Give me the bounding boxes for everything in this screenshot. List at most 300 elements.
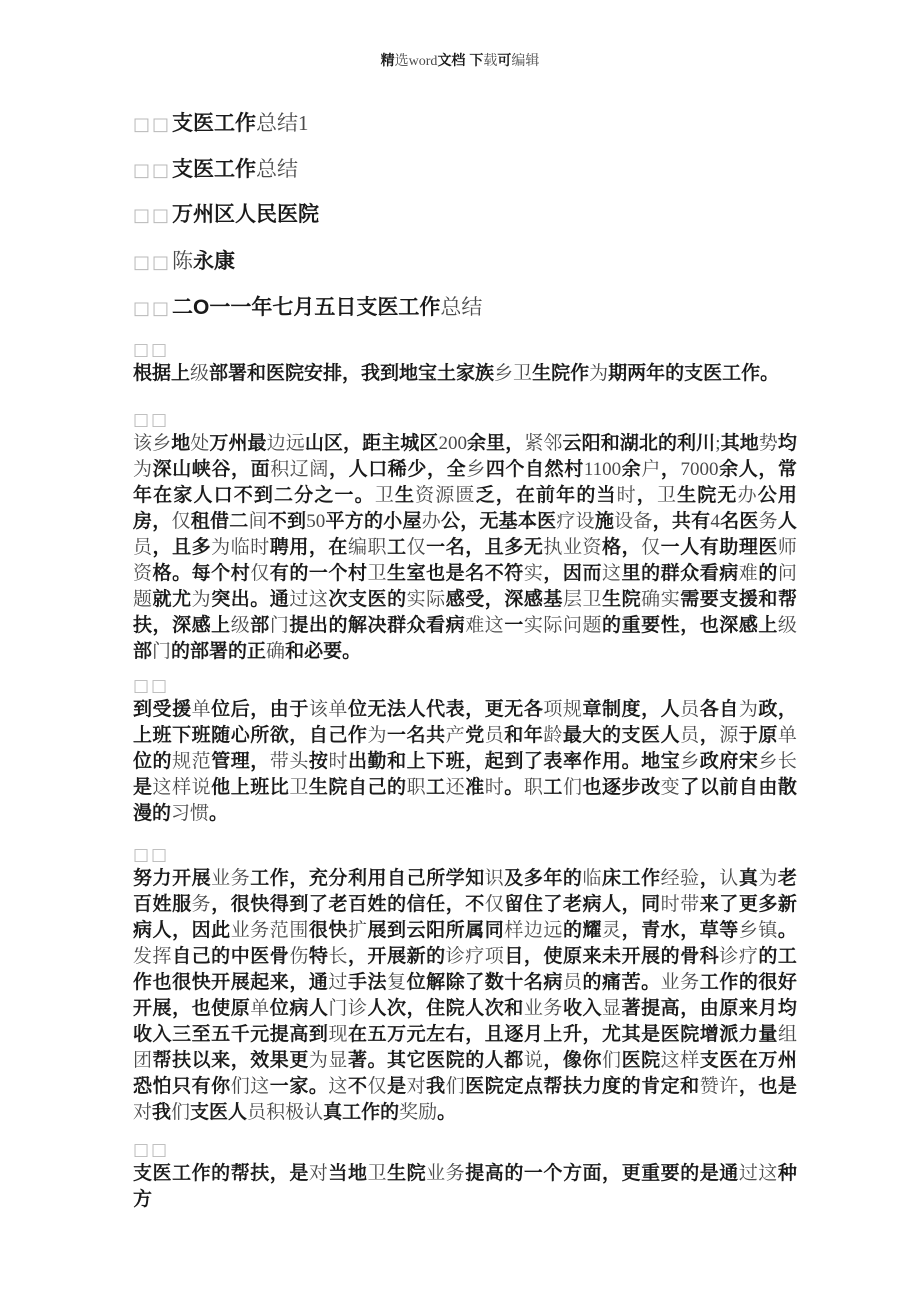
- light-glyph-run: 诊疗项: [445, 946, 505, 967]
- bold-glyph-run: 位后，由于: [211, 699, 309, 720]
- bold-glyph-run: 租借二: [190, 511, 249, 532]
- light-glyph-run: ;: [715, 433, 721, 454]
- light-glyph-run: 员: [484, 725, 505, 746]
- bold-glyph-run: 名医: [719, 511, 759, 532]
- light-glyph-run: 职: [406, 777, 427, 798]
- bold-glyph-run: ，也是: [738, 1076, 797, 1097]
- light-glyph-run: 源: [719, 725, 739, 746]
- bold-glyph-run: 收入: [562, 998, 603, 1019]
- bold-glyph-run: ，: [699, 868, 720, 889]
- light-glyph-run: 为: [738, 699, 759, 720]
- bold-glyph-run: 山区，距主城区: [304, 433, 439, 454]
- light-glyph-run: 仅: [641, 537, 661, 558]
- bold-glyph-run: ，开展新的: [347, 946, 446, 967]
- light-glyph-run: 复: [387, 972, 407, 993]
- bold-glyph-run: ，: [636, 485, 657, 506]
- bold-glyph-run: 公用房，: [133, 485, 797, 532]
- light-glyph-run: 组团: [133, 1024, 797, 1071]
- heading-line-2: [133, 157, 298, 183]
- bold-glyph-run: 工作的很好开展，也使原: [133, 972, 797, 1019]
- heading-text: [172, 158, 298, 181]
- bold-glyph-run: 根据上: [133, 363, 191, 384]
- bold-glyph-run: 次支医的: [328, 589, 407, 610]
- bold-glyph-run: 展到云阳所属同: [367, 920, 505, 941]
- light-glyph-run: 仅: [484, 894, 505, 915]
- bold-glyph-run: 可: [497, 52, 512, 68]
- bold-glyph-run: 人次，住院人次和: [367, 998, 524, 1019]
- light-glyph-run: 带头: [269, 751, 309, 772]
- light-glyph-run: 仅: [171, 511, 191, 532]
- light-glyph-run: 仅: [406, 537, 427, 558]
- bold-glyph-run: 一: [504, 615, 524, 636]
- bold-glyph-run: 真工作的: [323, 1102, 400, 1123]
- light-glyph-run: 过这: [289, 589, 329, 610]
- light-glyph-run: 认: [719, 868, 739, 889]
- bold-glyph-run: 了以前自由散漫的: [133, 777, 797, 824]
- light-glyph-run: 项规: [543, 699, 583, 720]
- bold-glyph-run: 云阳和湖北的利川: [562, 433, 716, 454]
- light-glyph-run: 级: [230, 615, 251, 636]
- light-glyph-run: 总结: [256, 111, 299, 135]
- bold-glyph-run: 部: [133, 641, 153, 662]
- light-glyph-run: 伤: [289, 946, 309, 967]
- light-glyph-run: 业务范围: [230, 920, 309, 941]
- bold-glyph-run: 部署和医院安排，我到地宝土家族: [209, 363, 495, 384]
- light-glyph-run: 为显: [308, 1050, 348, 1071]
- bold-glyph-run: 平方的小屋: [325, 511, 422, 532]
- body-paragraph-2: [133, 410, 797, 665]
- light-glyph-run: 业务: [523, 998, 563, 1019]
- paragraph-marker: □□: [133, 298, 172, 319]
- paragraph-marker: □□: [133, 1140, 170, 1160]
- light-glyph-run: 载: [483, 54, 498, 69]
- light-glyph-run: 识: [484, 868, 505, 889]
- light-glyph-run: 级: [777, 615, 797, 636]
- light-glyph-run: 过: [328, 972, 348, 993]
- light-glyph-run: 50: [306, 511, 326, 532]
- light-glyph-run: 办: [421, 511, 441, 532]
- light-glyph-run: 编辑: [511, 54, 540, 69]
- body-paragraph-1: [133, 340, 797, 387]
- light-glyph-run: 龄: [543, 725, 563, 746]
- bold-glyph-run: 来了更多新病人，因此: [133, 894, 797, 941]
- bold-glyph-run: 党: [465, 725, 485, 746]
- light-glyph-run: 习惯: [171, 803, 210, 824]
- light-glyph-run: 总结: [256, 157, 299, 181]
- bold-glyph-run: 里的群众看病: [621, 563, 739, 584]
- bold-glyph-run: 政府宋: [699, 751, 759, 772]
- light-glyph-run: 卫: [289, 777, 309, 798]
- bold-glyph-run: 不: [347, 1076, 368, 1097]
- light-glyph-run: 紧邻: [524, 433, 563, 454]
- light-glyph-run: 这: [328, 1076, 348, 1097]
- bold-glyph-run: 。: [777, 920, 797, 941]
- light-glyph-run: 级: [190, 363, 210, 384]
- light-glyph-run: 难这: [465, 615, 505, 636]
- bold-glyph-run: ，人口稀少，全: [329, 459, 467, 480]
- bold-glyph-run: 一名共: [387, 725, 446, 746]
- light-glyph-run: 门: [269, 615, 290, 636]
- light-glyph-run: 现: [328, 1024, 348, 1045]
- bold-glyph-run: 的工作也很快开展起来，通: [133, 946, 797, 993]
- bold-glyph-run: 及多年的: [504, 868, 583, 889]
- paragraph-text: [133, 866, 797, 1126]
- light-glyph-run: 乡镇: [738, 920, 778, 941]
- bold-glyph-run: 工: [426, 777, 446, 798]
- bold-glyph-run: 生院: [387, 1163, 427, 1184]
- light-glyph-run: 总结: [440, 295, 483, 319]
- bold-glyph-run: 和年: [504, 725, 544, 746]
- bold-glyph-run: 格。每个村: [152, 563, 251, 584]
- bold-glyph-run: 聘用，在: [269, 537, 348, 558]
- bold-glyph-run: 。: [209, 803, 229, 824]
- light-glyph-run: 们这: [230, 1076, 270, 1097]
- bold-glyph-run: 四个自然村: [485, 459, 584, 480]
- heading-text: [172, 112, 309, 135]
- light-glyph-run: 对: [308, 1163, 329, 1184]
- bold-glyph-run: 的痛苦。: [582, 972, 661, 993]
- bold-glyph-run: 他上班比: [211, 777, 290, 798]
- bold-glyph-run: 万州最: [209, 433, 267, 454]
- light-glyph-run: 执业资: [543, 537, 603, 558]
- heading-line-1: [133, 111, 309, 137]
- light-glyph-run: 这: [602, 563, 622, 584]
- heading-line-4: [133, 249, 235, 275]
- bold-glyph-run: 二O一一年七月五日支医工作: [172, 296, 441, 319]
- light-glyph-run: 单: [191, 699, 212, 720]
- bold-glyph-run: 医院: [621, 1050, 661, 1071]
- bold-glyph-run: 支医工作: [172, 158, 257, 181]
- light-glyph-run: 设备: [614, 511, 653, 532]
- paragraph-marker: □□: [133, 114, 172, 135]
- bold-glyph-run: 支医工作: [172, 112, 257, 135]
- light-glyph-run: 为: [367, 725, 388, 746]
- heading-text: [172, 203, 319, 226]
- bold-glyph-run: 有的一个村: [269, 563, 368, 584]
- bold-glyph-run: 也逐步改: [582, 777, 661, 798]
- light-glyph-run: 陈: [172, 249, 194, 273]
- bold-glyph-run: 各自: [699, 699, 739, 720]
- light-glyph-run: 单: [250, 998, 270, 1019]
- light-glyph-run: 员: [133, 537, 153, 558]
- light-glyph-run: 为: [589, 363, 609, 384]
- bold-glyph-run: 种方: [133, 1163, 797, 1210]
- bold-glyph-run: 床工作: [602, 868, 661, 889]
- light-glyph-run: 层卫: [562, 589, 603, 610]
- bold-glyph-run: 文档 下: [437, 52, 484, 68]
- bold-glyph-run: 其地: [720, 433, 759, 454]
- bold-glyph-run: 我: [152, 1102, 172, 1123]
- light-glyph-run: 确实: [641, 589, 681, 610]
- paragraph-marker: □□: [133, 845, 170, 865]
- light-glyph-run: 选: [394, 54, 409, 69]
- light-glyph-run: 确: [266, 641, 286, 662]
- light-glyph-run: 奖励: [399, 1102, 438, 1123]
- light-glyph-run: 实: [523, 563, 544, 584]
- light-glyph-run: 资源匮: [415, 485, 476, 506]
- bold-glyph-run: 和必要。: [285, 641, 362, 662]
- bold-glyph-run: 就尤: [152, 589, 192, 610]
- light-glyph-run: word: [408, 54, 438, 69]
- light-glyph-run: 时: [328, 751, 348, 772]
- bold-glyph-run: 乏，在前年的当: [475, 485, 617, 506]
- bold-glyph-run: 目，使原来未开展的骨科: [504, 946, 720, 967]
- light-glyph-run: 变: [660, 777, 681, 798]
- bold-glyph-run: ，很快得到了老百姓的信任，不: [211, 894, 485, 915]
- light-glyph-run: 赞许: [699, 1076, 739, 1097]
- light-glyph-run: 间: [248, 511, 268, 532]
- bold-glyph-run: 生室也是名不符: [387, 563, 524, 584]
- light-glyph-run: 仅: [250, 563, 270, 584]
- light-glyph-run: 产: [445, 725, 466, 746]
- bold-glyph-run: ，且多: [152, 537, 212, 558]
- light-glyph-run: 师资: [133, 537, 797, 584]
- paragraph-text: [133, 361, 797, 387]
- light-glyph-run: 发挥: [133, 946, 173, 967]
- bold-glyph-run: 管理，: [211, 751, 270, 772]
- bold-glyph-run: 永康: [193, 250, 236, 273]
- bold-glyph-run: 著。其它医院的人都: [347, 1050, 524, 1071]
- light-glyph-run: 时: [616, 485, 637, 506]
- light-glyph-run: 业务: [211, 868, 251, 889]
- bold-glyph-run: 位解除了数十名病: [406, 972, 563, 993]
- bold-glyph-run: ，共有: [652, 511, 711, 532]
- light-glyph-run: 单: [777, 725, 797, 746]
- bold-glyph-run: 著提高，由原来月均收入三至五千元提高到: [133, 998, 797, 1045]
- light-glyph-run: 员: [562, 972, 583, 993]
- light-glyph-run: 职: [523, 777, 544, 798]
- bold-glyph-run: 在五万元左右，且逐月上升，尤其是医院增派力量: [347, 1024, 778, 1045]
- body-paragraph-3: [133, 676, 797, 827]
- bold-glyph-run: 施: [594, 511, 615, 532]
- light-glyph-run: 说: [523, 1050, 544, 1071]
- bold-glyph-run: 余里，: [466, 433, 525, 454]
- bold-glyph-run: 特: [308, 946, 329, 967]
- light-glyph-run: 为: [758, 868, 778, 889]
- bold-glyph-run: 医院定点帮扶力度的肯定和: [465, 1076, 700, 1097]
- light-glyph-run: 门诊: [328, 998, 368, 1019]
- light-glyph-run: 卫: [367, 563, 388, 584]
- bold-glyph-run: 均: [777, 433, 797, 454]
- paragraph-marker: □□: [133, 676, 170, 696]
- bold-glyph-run: 位病人: [269, 998, 329, 1019]
- light-glyph-run: 1: [298, 111, 309, 135]
- bold-glyph-run: 提高的一个方面，更重要的是通: [465, 1163, 739, 1184]
- bold-glyph-run: 是: [387, 1076, 407, 1097]
- bold-glyph-run: ，青水，草等: [621, 920, 739, 941]
- bold-glyph-run: ，因而: [543, 563, 602, 584]
- bold-glyph-run: 支医人: [190, 1102, 248, 1123]
- bold-glyph-run: 工: [387, 537, 407, 558]
- bold-glyph-run: 人: [777, 511, 797, 532]
- paragraph-text: [133, 431, 797, 665]
- bold-glyph-run: 工: [543, 777, 563, 798]
- light-glyph-run: 乡: [466, 459, 486, 480]
- light-glyph-run: 这样说: [152, 777, 212, 798]
- light-glyph-run: 业务: [660, 972, 700, 993]
- heading-text: [172, 250, 235, 273]
- bold-glyph-run: 工作，充分利用自己所学知: [250, 868, 485, 889]
- bold-glyph-run: 按: [308, 751, 329, 772]
- light-glyph-run: 乡: [680, 751, 700, 772]
- light-glyph-run: 扩: [347, 920, 368, 941]
- light-glyph-run: 灵: [602, 920, 622, 941]
- light-glyph-run: 们: [445, 1076, 466, 1097]
- bold-glyph-run: 很快: [308, 920, 348, 941]
- light-glyph-run: 时带: [660, 894, 700, 915]
- paragraph-marker: □□: [133, 340, 170, 360]
- light-glyph-run: 处: [190, 433, 210, 454]
- paragraph-marker: □□: [133, 205, 172, 226]
- light-glyph-run: 势: [758, 433, 778, 454]
- light-glyph-run: 乡长: [758, 751, 797, 772]
- bold-glyph-run: 精: [380, 52, 395, 68]
- light-glyph-run: 卫: [374, 485, 395, 506]
- light-glyph-run: 仅: [367, 1076, 388, 1097]
- light-glyph-run: 对: [133, 1102, 153, 1123]
- bold-glyph-run: 出勤和上下班，起到了表率作用。地宝: [348, 751, 681, 772]
- bold-glyph-run: 老百姓服: [133, 868, 797, 915]
- bold-glyph-run: 生院自己的: [308, 777, 407, 798]
- heading-line-3: [133, 203, 319, 228]
- light-glyph-run: 员: [680, 699, 700, 720]
- bold-glyph-run: 部: [250, 615, 270, 636]
- light-glyph-run: 为: [191, 589, 212, 610]
- light-glyph-run: 门: [152, 641, 172, 662]
- bold-glyph-run: 是: [133, 777, 153, 798]
- light-glyph-run: 对: [406, 1076, 427, 1097]
- bold-glyph-run: 的重要性，也深感上: [602, 615, 778, 636]
- bold-glyph-run: 公，无基本医: [440, 511, 557, 532]
- bold-glyph-run: 手法: [347, 972, 388, 993]
- light-glyph-run: 为临时: [211, 537, 270, 558]
- document-body: [133, 0, 797, 1302]
- body-paragraph-5: [133, 1140, 797, 1213]
- bold-glyph-run: 政，上班下班随心所欲，自己作: [133, 699, 797, 746]
- light-glyph-run: 临: [582, 868, 603, 889]
- bold-glyph-run: 位无法人代表，更无各: [347, 699, 544, 720]
- light-glyph-run: 实际: [406, 589, 446, 610]
- bold-glyph-run: 生院: [602, 589, 642, 610]
- light-glyph-run: 卫: [656, 485, 678, 506]
- bold-glyph-run: 深山峡谷，面: [152, 459, 271, 480]
- light-glyph-run: 积辽阔: [270, 459, 329, 480]
- bold-glyph-run: 提出的解决群众看病: [289, 615, 466, 636]
- light-glyph-run: 疗设: [556, 511, 595, 532]
- light-glyph-run: 难: [738, 563, 759, 584]
- bold-glyph-run: ，像你: [543, 1050, 603, 1071]
- light-glyph-run: 卫: [367, 1163, 388, 1184]
- bold-glyph-run: 留住了老病人，同: [504, 894, 661, 915]
- bold-glyph-run: 位的: [133, 751, 173, 772]
- light-glyph-run: 显: [602, 998, 622, 1019]
- light-glyph-run: 员积极认: [247, 1102, 324, 1123]
- bold-glyph-run: 生院无: [677, 485, 738, 506]
- light-glyph-run: 办: [737, 485, 758, 506]
- light-glyph-run: 户: [641, 459, 661, 480]
- light-glyph-run: 该乡: [133, 433, 172, 454]
- light-glyph-run: 该单: [308, 699, 348, 720]
- bold-glyph-run: ，: [660, 459, 681, 480]
- bold-glyph-run: 帮扶以来，效果更: [152, 1050, 309, 1071]
- bold-glyph-run: 一人有助理医: [660, 537, 778, 558]
- paragraph-marker: □□: [133, 252, 172, 273]
- bold-glyph-run: 生: [394, 485, 416, 506]
- light-glyph-run: 过这: [738, 1163, 778, 1184]
- light-glyph-run: 务: [758, 511, 778, 532]
- body-paragraph-4: [133, 845, 797, 1126]
- heading-text: [172, 296, 482, 319]
- light-glyph-run: 规范: [172, 751, 212, 772]
- bold-glyph-run: 地: [171, 433, 191, 454]
- light-glyph-run: 还: [445, 777, 466, 798]
- light-glyph-run: 7000: [680, 459, 719, 480]
- bold-glyph-run: 我: [426, 1076, 446, 1097]
- bold-glyph-run: 余: [621, 459, 642, 480]
- heading-line-5: [133, 295, 482, 321]
- bold-glyph-run: 不到: [267, 511, 307, 532]
- bold-glyph-run: 的耀: [562, 920, 603, 941]
- light-glyph-run: 样边远: [504, 920, 563, 941]
- light-glyph-run: 乡卫: [494, 363, 533, 384]
- bold-glyph-run: 支医工作的帮扶，是: [133, 1163, 309, 1184]
- paragraph-text: [133, 1161, 797, 1213]
- bold-glyph-run: 自己的中医骨: [172, 946, 290, 967]
- light-glyph-run: 实际问题: [523, 615, 603, 636]
- light-glyph-run: 员: [680, 725, 700, 746]
- bold-glyph-run: 于原: [738, 725, 778, 746]
- paragraph-marker: □□: [133, 410, 170, 430]
- light-glyph-run: 经验: [660, 868, 700, 889]
- bold-glyph-run: 真: [738, 868, 759, 889]
- light-glyph-run: 这样: [660, 1050, 700, 1071]
- bold-glyph-run: 努力开展: [133, 868, 212, 889]
- light-glyph-run: 时: [484, 777, 505, 798]
- bold-glyph-run: 生院作: [532, 363, 590, 384]
- light-glyph-run: 务: [191, 894, 212, 915]
- bold-glyph-run: 格，: [602, 537, 642, 558]
- bold-glyph-run: 。: [437, 1102, 457, 1123]
- bold-glyph-run: 到受援: [133, 699, 192, 720]
- bold-glyph-run: 的: [758, 563, 778, 584]
- light-glyph-run: 业务: [426, 1163, 466, 1184]
- bold-glyph-run: 当地: [328, 1163, 368, 1184]
- light-glyph-run: 1100: [583, 459, 622, 480]
- bold-glyph-run: ，: [699, 725, 720, 746]
- light-glyph-run: 诊疗: [719, 946, 759, 967]
- bold-glyph-run: 。: [504, 777, 524, 798]
- light-glyph-run: 问题: [133, 563, 797, 610]
- bold-glyph-run: 余人，常年在家人口不到二分之一。: [133, 459, 797, 506]
- bold-glyph-run: 一名，且多无: [426, 537, 544, 558]
- bold-glyph-run: 感受，深感基: [445, 589, 563, 610]
- bold-glyph-run: 最大的支医人: [562, 725, 681, 746]
- paragraph-text: [133, 697, 797, 827]
- light-glyph-run: 们: [602, 1050, 622, 1071]
- light-glyph-run: 4: [710, 511, 720, 532]
- bold-glyph-run: 一家。: [269, 1076, 329, 1097]
- bold-glyph-run: 支医在万州恐怕只有你: [133, 1050, 797, 1097]
- light-glyph-run: 为: [133, 459, 153, 480]
- bold-glyph-run: 准: [465, 777, 485, 798]
- light-glyph-run: 长: [328, 946, 348, 967]
- bold-glyph-run: 万州区人民医院: [172, 203, 320, 226]
- light-glyph-run: 200: [438, 433, 467, 454]
- light-glyph-run: 们: [562, 777, 583, 798]
- light-glyph-run: 边远: [266, 433, 305, 454]
- light-glyph-run: 们: [171, 1102, 191, 1123]
- bold-glyph-run: 突出。通: [211, 589, 290, 610]
